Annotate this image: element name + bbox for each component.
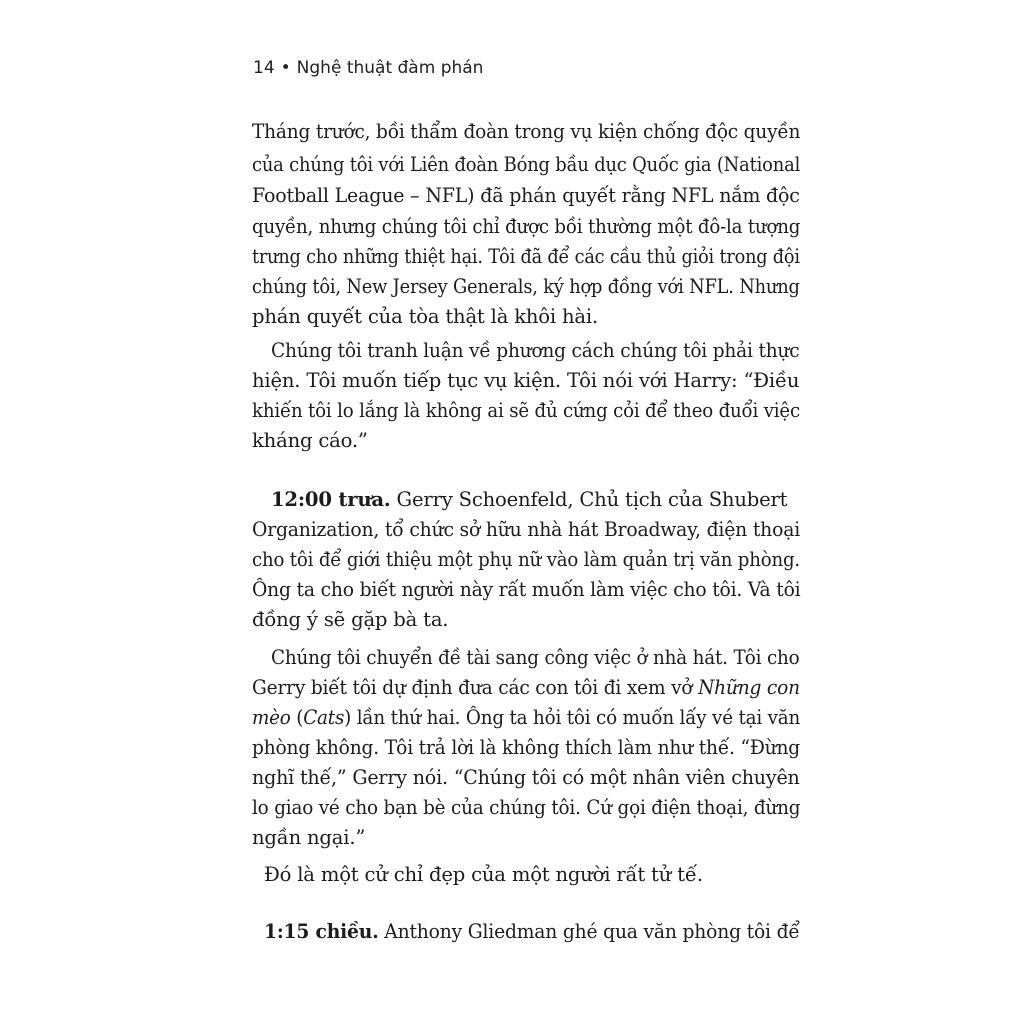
text-line [252,706,800,729]
text-span: Gerry Schoenfeld, Chủ tịch của Shubert [390,488,788,511]
text-line: Ông ta cho biết người này rất muốn làm việc cho tôi. Và tôi [252,578,801,601]
play-title: Những con [698,676,800,699]
text-line: của chúng tôi với Liên đoàn Bóng bầu dục Quốc gia (National [252,153,801,176]
text-line: Đó là một cử chỉ đẹp của một người rất tử tế. [264,863,703,886]
text-line: Chúng tôi chuyển đề tài sang công việc ở nhà hát. Tôi cho [271,646,800,669]
text-span: Gerry biết tôi dự định đưa các con tôi đi xem vở [252,676,699,699]
play-title-english: Cats [303,706,345,729]
text-span: ( [290,706,304,729]
text-line: ngần ngại.” [252,826,366,849]
header-separator: • [280,58,291,78]
text-line [252,676,800,699]
text-line: phòng không. Tôi trả lời là không thích làm như thế. “Đừng [252,736,801,759]
text-line: Organization, tổ chức sở hữu nhà hát Broadway, điện thoại [252,518,801,541]
text-line: đồng ý sẽ gặp bà ta. [252,608,449,631]
text-span: Anthony Gliedman ghé qua văn phòng tôi để [378,920,800,943]
text-line: trưng cho những thiệt hại. Tôi đã để các cầu thủ giỏi trong đội [252,245,800,268]
page-header [253,58,483,78]
time-stamp: 12:00 trưa. [271,488,391,511]
book-title: Nghệ thuật đàm phán [296,58,484,78]
text-line: Tháng trước, bồi thẩm đoàn trong vụ kiện chống độc quyền [252,120,801,143]
text-line: phán quyết của tòa thật là khôi hài. [252,305,598,328]
text-line: quyền, nhưng chúng tôi chỉ được bồi thường một đô-la tượng [252,215,801,238]
play-title: mèo [252,706,291,729]
text-line: Football League – NFL) đã phán quyết rằng NFL nắm độc [252,184,800,207]
text-line: hiện. Tôi muốn tiếp tục vụ kiện. Tôi nói với Harry: “Điều [252,369,800,392]
text-line [264,920,800,943]
text-line [271,488,787,511]
text-line: Chúng tôi tranh luận về phương cách chúng tôi phải thực [271,339,800,362]
text-span: ) lần thứ hai. Ông ta hỏi tôi có muốn lấy vé tại văn [344,706,801,729]
text-line: kháng cáo.” [252,429,368,452]
text-line: nghĩ thế,” Gerry nói. “Chúng tôi có một nhân viên chuyên [252,766,800,789]
page-number: 14 [253,58,275,78]
time-stamp: 1:15 chiều. [264,920,379,943]
text-line: chúng tôi, New Jersey Generals, ký hợp đồng với NFL. Nhưng [252,275,800,298]
text-line: khiến tôi lo lắng là không ai sẽ đủ cứng cỏi để theo đuổi việc [252,399,800,422]
text-line: cho tôi để giới thiệu một phụ nữ vào làm quản trị văn phòng. [252,548,800,571]
text-line: lo giao vé cho bạn bè của chúng tôi. Cứ gọi điện thoại, đừng [252,796,801,819]
